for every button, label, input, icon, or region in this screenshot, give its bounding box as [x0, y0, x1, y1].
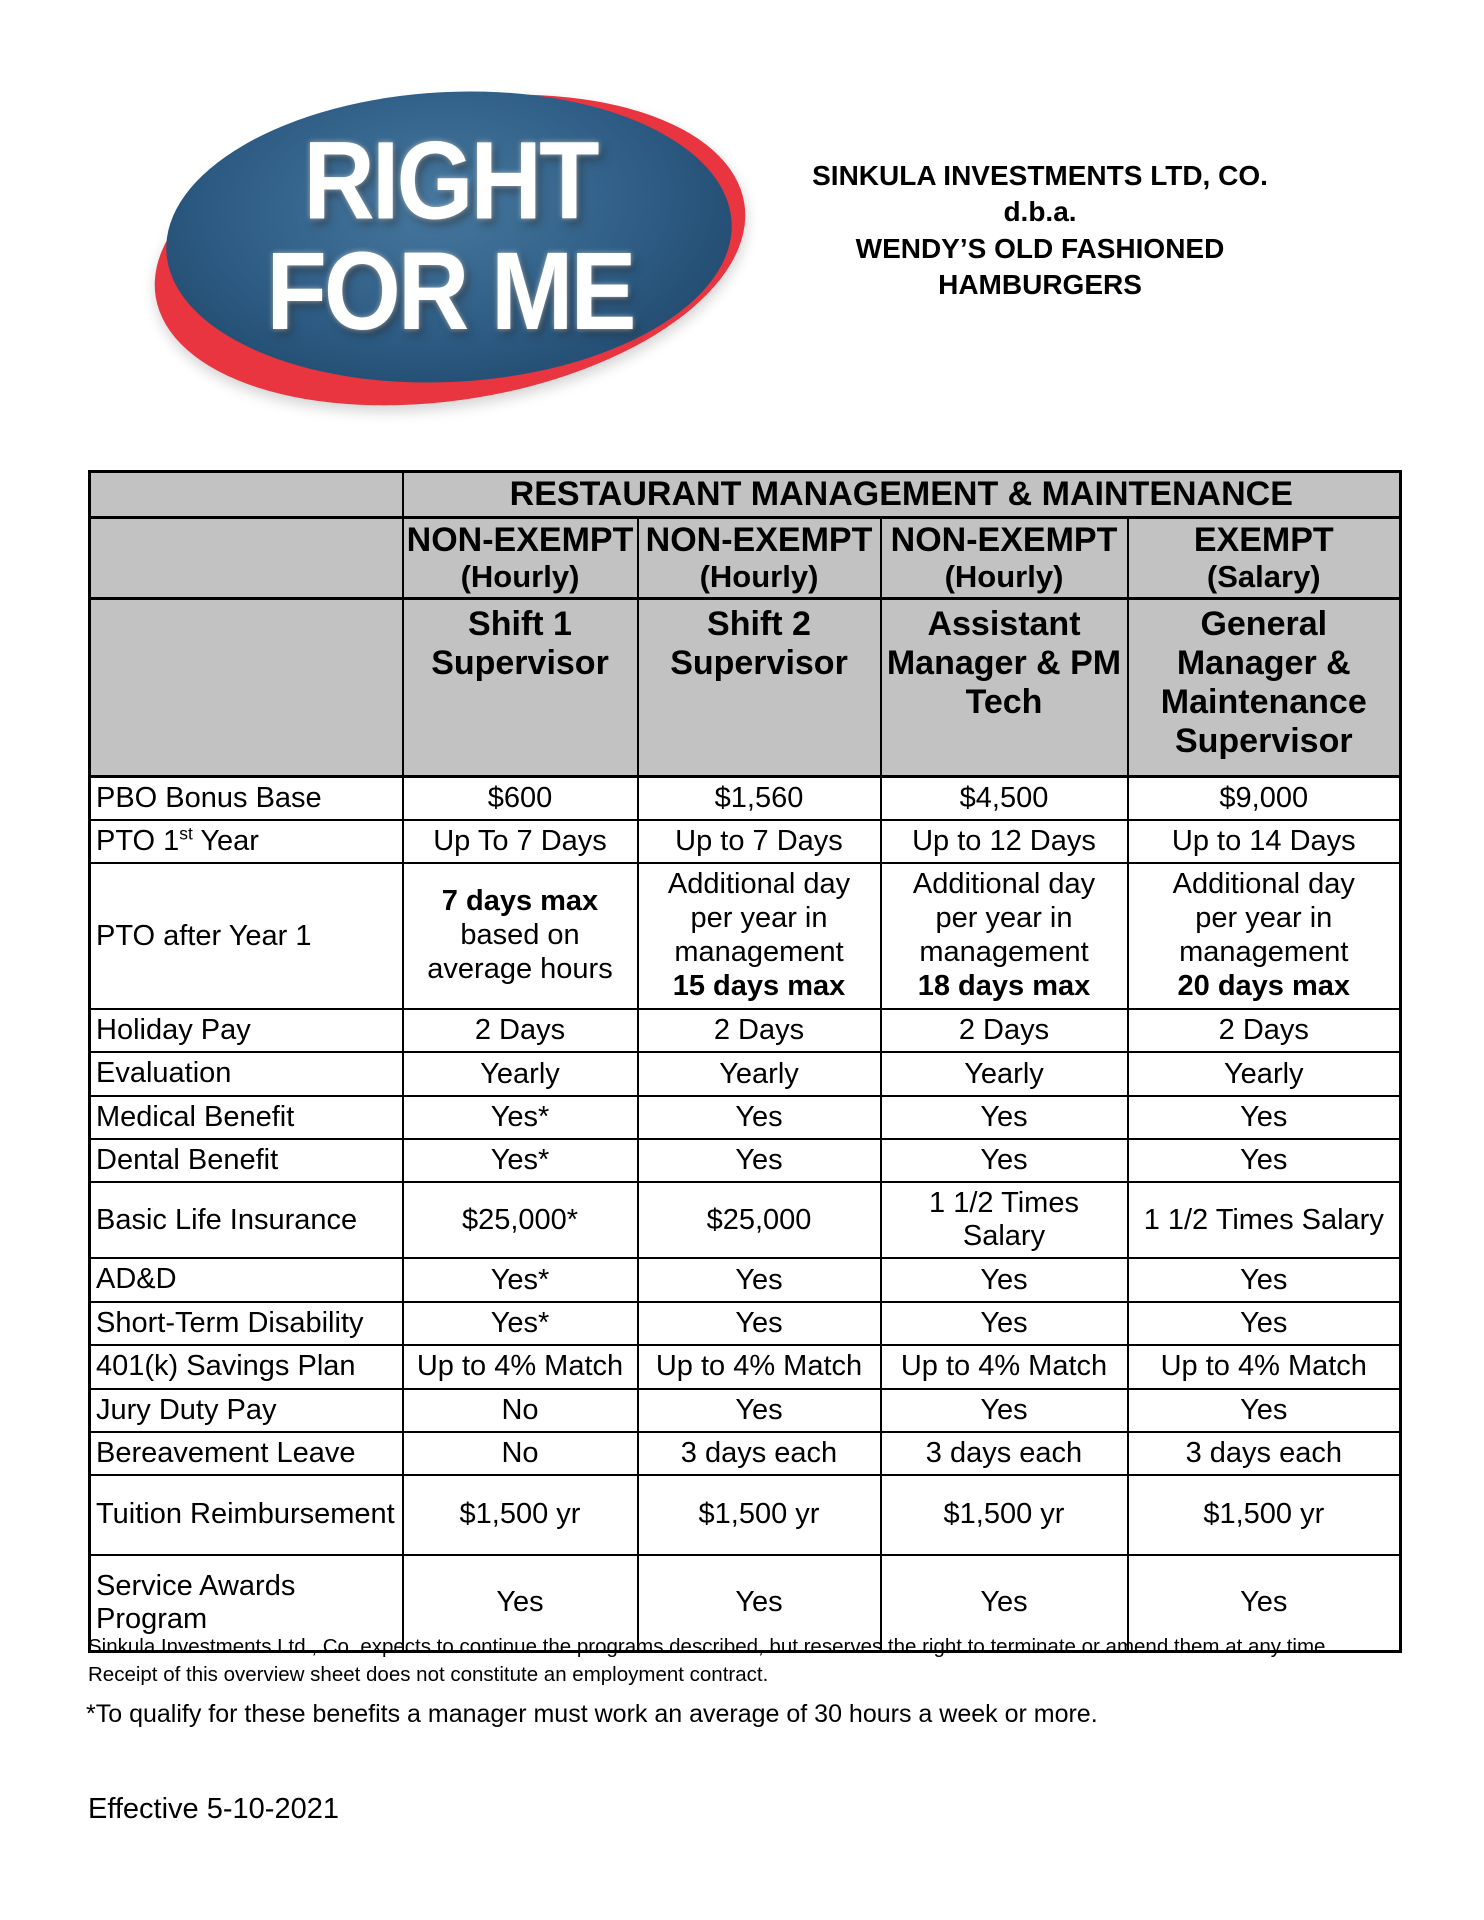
table-row — [90, 1475, 1401, 1554]
row-value: 3 days each — [1128, 1432, 1401, 1475]
brand-line-2: HAMBURGERS — [938, 269, 1142, 301]
table-row — [90, 776, 1401, 820]
row-value: Up to 4% Match — [638, 1345, 881, 1388]
row-value: 7 days max based on average hours — [403, 863, 638, 1009]
job-title-row — [90, 598, 1401, 776]
row-label: Dental Benefit — [90, 1139, 403, 1182]
row-value: No — [403, 1389, 638, 1432]
row-label: Tuition Reimbursement — [90, 1475, 403, 1554]
row-label: AD&D — [90, 1258, 403, 1301]
row-value: Yes — [881, 1302, 1128, 1345]
table-row — [90, 1432, 1401, 1475]
row-label: Medical Benefit — [90, 1096, 403, 1139]
row-value: 2 Days — [1128, 1009, 1401, 1052]
column-status-3: NON-EXEMPT (Hourly) — [881, 518, 1128, 599]
group-header-cell: RESTAURANT MANAGEMENT & MAINTENANCE — [403, 472, 1401, 518]
row-value: Yes — [1128, 1258, 1401, 1301]
row-value: $1,500 yr — [881, 1475, 1128, 1554]
table-row — [90, 1182, 1401, 1258]
table-row — [90, 1096, 1401, 1139]
right-for-me-logo — [150, 82, 750, 417]
row-value: Yes — [638, 1302, 881, 1345]
row-value: Yes — [881, 1096, 1128, 1139]
row-value: $9,000 — [1128, 776, 1401, 820]
column-title-3: Assistant Manager & PM Tech — [881, 598, 1128, 776]
row-value: Yearly — [881, 1052, 1128, 1095]
row-value: Yes — [638, 1389, 881, 1432]
dba-line: d.b.a. — [1003, 196, 1077, 228]
row-label: Basic Life Insurance — [90, 1182, 403, 1258]
row-label: Evaluation — [90, 1052, 403, 1095]
row-value: Additional day per year in management 20 days max — [1128, 863, 1401, 1009]
row-value: $1,500 yr — [1128, 1475, 1401, 1554]
row-value: Up to 7 Days — [638, 820, 881, 863]
row-value: Yes — [1128, 1302, 1401, 1345]
row-value: Additional day per year in management 15 days max — [638, 863, 881, 1009]
column-status-4: EXEMPT (Salary) — [1128, 518, 1401, 599]
row-value: 2 Days — [881, 1009, 1128, 1052]
table-row — [90, 1052, 1401, 1095]
row-value: Yes — [403, 1555, 638, 1652]
table-row — [90, 820, 1401, 863]
column-title-2: Shift 2 Supervisor — [638, 598, 881, 776]
row-value: 3 days each — [638, 1432, 881, 1475]
row-value: Up to 4% Match — [403, 1345, 638, 1388]
row-value: Yearly — [638, 1052, 881, 1095]
row-value: Yes* — [403, 1302, 638, 1345]
row-value: Yes — [638, 1096, 881, 1139]
row-value: Yearly — [1128, 1052, 1401, 1095]
row-value: 2 Days — [638, 1009, 881, 1052]
logo-text — [159, 119, 741, 353]
group-header-row — [90, 472, 1401, 518]
row-label: 401(k) Savings Plan — [90, 1345, 403, 1388]
table-row — [90, 1345, 1401, 1388]
row-value: Yes — [1128, 1555, 1401, 1652]
table-row — [90, 1009, 1401, 1052]
row-value: Yes — [881, 1139, 1128, 1182]
benefits-table-body — [90, 776, 1401, 1652]
row-value: $4,500 — [881, 776, 1128, 820]
brand-line-1: WENDY’S OLD FASHIONED — [855, 232, 1225, 264]
table-row — [90, 1258, 1401, 1301]
row-value: Up To 7 Days — [403, 820, 638, 863]
row-value: No — [403, 1432, 638, 1475]
row-value: Up to 12 Days — [881, 820, 1128, 863]
row-label: Holiday Pay — [90, 1009, 403, 1052]
row-label: PTO after Year 1 — [90, 863, 403, 1009]
column-title-1: Shift 1 Supervisor — [403, 598, 638, 776]
exempt-status-row — [90, 518, 1401, 599]
row-value: 3 days each — [881, 1432, 1128, 1475]
legal-note: Sinkula Investments Ltd., Co. expects to continue the programs described, but reserves the right to terminate or amend them at any time. Receipt of this overview sheet does not constitute an employment contract. — [88, 1635, 1332, 1687]
row-value: $600 — [403, 776, 638, 820]
table-row — [90, 1302, 1401, 1345]
row-label: PBO Bonus Base — [90, 776, 403, 820]
row-value: Yes — [1128, 1139, 1401, 1182]
row-value: Up to 4% Match — [1128, 1345, 1401, 1388]
logo-line-forme: FOR ME — [266, 229, 634, 353]
benefits-table — [88, 470, 1402, 1653]
row-value: Yes — [638, 1139, 881, 1182]
row-label: Service Awards Program — [90, 1555, 403, 1652]
row-value: Up to 14 Days — [1128, 820, 1401, 863]
row-value: Yes* — [403, 1258, 638, 1301]
row-value: Yes — [638, 1555, 881, 1652]
table-row — [90, 1139, 1401, 1182]
row-value: Yes — [881, 1258, 1128, 1301]
table-row — [90, 863, 1401, 1009]
row-label: Jury Duty Pay — [90, 1389, 403, 1432]
row-label: Short-Term Disability — [90, 1302, 403, 1345]
table-row — [90, 1389, 1401, 1432]
row-value: Yes — [881, 1389, 1128, 1432]
row-label: Bereavement Leave — [90, 1432, 403, 1475]
row-value: $25,000 — [638, 1182, 881, 1258]
row-value: Additional day per year in management 18 days max — [881, 863, 1128, 1009]
row-value: Up to 4% Match — [881, 1345, 1128, 1388]
row-value: Yes — [881, 1555, 1128, 1652]
row-value: 2 Days — [403, 1009, 638, 1052]
corner-cell — [90, 472, 403, 518]
row-value: $25,000* — [403, 1182, 638, 1258]
row-value: $1,500 yr — [638, 1475, 881, 1554]
logo-line-right: RIGHT — [303, 119, 597, 243]
row-value: Yes — [638, 1258, 881, 1301]
row-value: $1,500 yr — [403, 1475, 638, 1554]
corner-cell — [90, 598, 403, 776]
column-title-4: General Manager & Maintenance Supervisor — [1128, 598, 1401, 776]
row-value: Yes* — [403, 1096, 638, 1139]
company-heading — [735, 158, 1345, 304]
row-value: Yes — [1128, 1096, 1401, 1139]
row-value: $1,560 — [638, 776, 881, 820]
row-label: PTO 1st Year — [90, 820, 403, 863]
column-status-2: NON-EXEMPT (Hourly) — [638, 518, 881, 599]
column-status-1: NON-EXEMPT (Hourly) — [403, 518, 638, 599]
company-name: SINKULA INVESTMENTS LTD, CO. — [812, 160, 1268, 191]
row-value: Yes — [1128, 1389, 1401, 1432]
corner-cell — [90, 518, 403, 599]
row-value: 1 1/2 Times Salary — [881, 1182, 1128, 1258]
row-value: Yearly — [403, 1052, 638, 1095]
row-value: 1 1/2 Times Salary — [1128, 1182, 1401, 1258]
effective-date: Effective 5-10-2021 — [88, 1793, 339, 1825]
row-value: Yes* — [403, 1139, 638, 1182]
qualification-footnote: *To qualify for these benefits a manager must work an average of 30 hours a week or more. — [86, 1700, 1098, 1728]
